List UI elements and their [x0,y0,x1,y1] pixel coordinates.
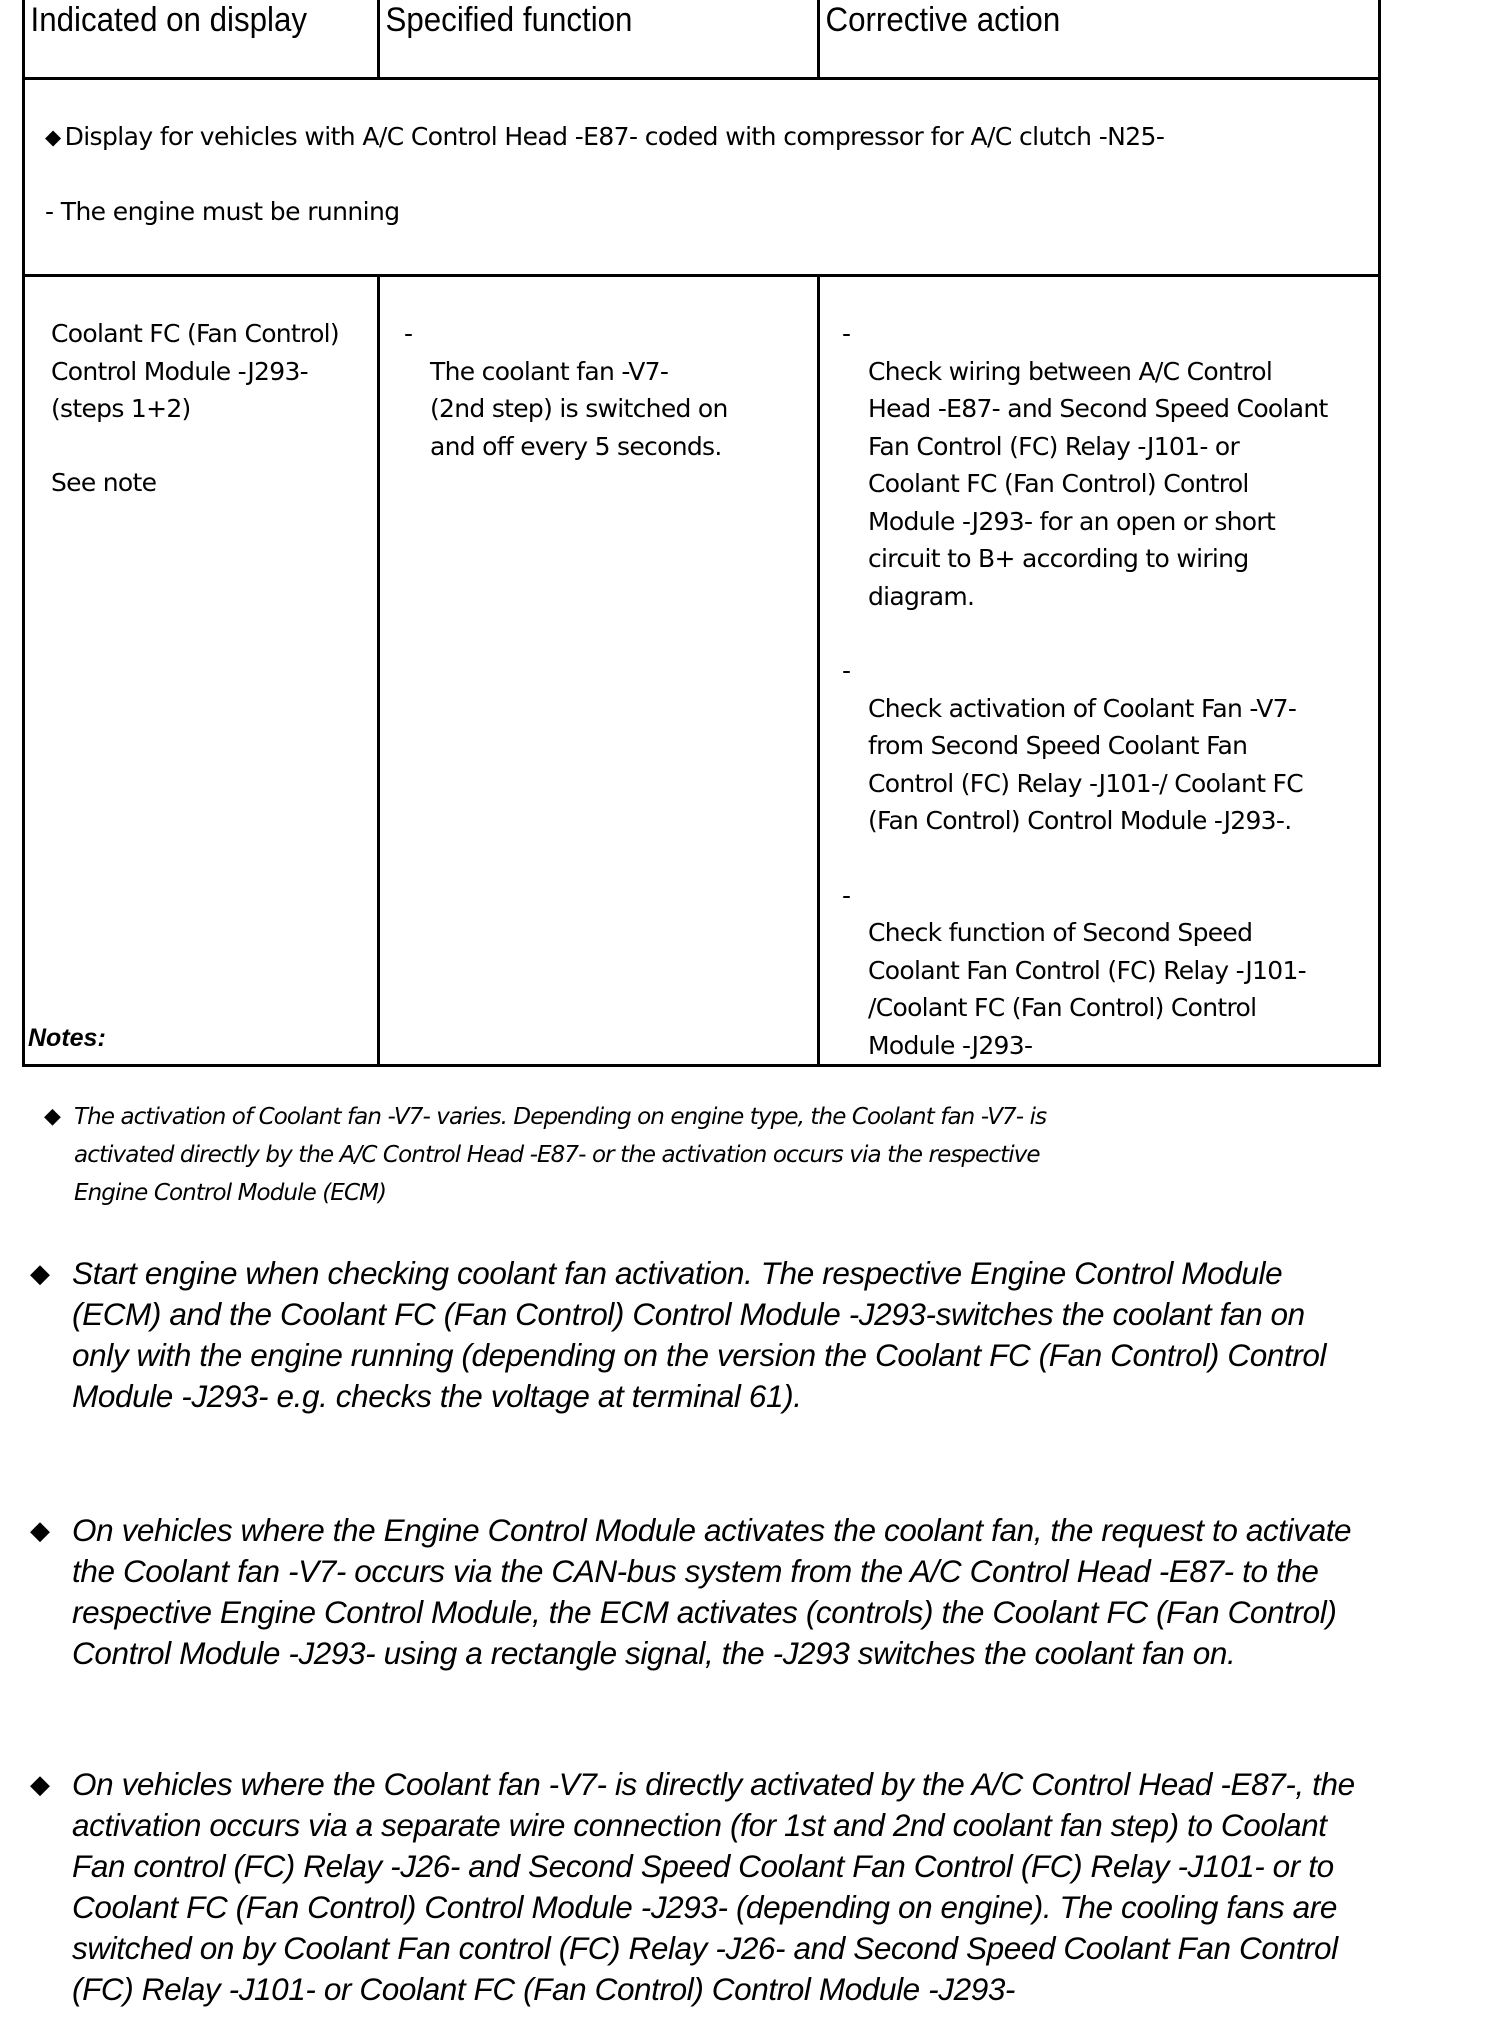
action-text: Check function of Second Speed Coolant Fan Control (FC) Relay -J101- /Coolant FC (Fan Control) Control Module -J293- [868,918,1306,1060]
action-text: Check activation of Coolant Fan -V7- from Second Speed Coolant Fan Control (FC) Relay -J101-/ Coolant FC (Fan Control) Control Module -J293-. [868,693,1303,835]
corrective-action-cell [819,276,1380,1066]
action-item [820,615,1378,840]
dash-marker: - [404,319,413,348]
function-text: The coolant fan -V7- (2nd step) is switched on and off every 5 seconds. [430,356,728,461]
display-value: Coolant FC (Fan Control) Control Module -J293- (steps 1+2) [51,319,339,423]
note-text: On vehicles where the Engine Control Module activates the coolant fan, the request to activate the Coolant fan -V7- occurs via the CAN-bus system from the A/C Control Head -E87- to the respective Engine Control Module, the ECM activates (controls) the Coolant FC (Fan Control) Control Module -J293- using a rectangle signal, the -J293 switches the coolant fan on. [72,1512,1352,1671]
note-text: Start engine when checking coolant fan activation. The respective Engine Control Module (ECM) and the Coolant FC (Fan Control) Control Module -J293-switches the coolant fan on only with the engine running (depending on the version the Coolant FC (Fan Control) Control Module -J293- e.g. checks the voltage at terminal 61). [72,1255,1327,1414]
diamond-bullet-icon: ◆ [30,1769,50,1799]
diamond-bullet-icon: ◆ [45,125,61,149]
note-item [30,1510,1480,1674]
action-item [820,277,1378,615]
condition-cell [24,79,1380,276]
table-header-row [24,0,1380,79]
dash-marker: - [842,319,851,348]
condition-row [24,79,1380,276]
diagnosis-table [22,0,1381,1067]
header-indicated-on-display: Indicated on display [24,0,379,79]
note-item [30,1253,1480,1417]
note-text: The activation of Coolant fan -V7- varies. Depending on engine type, the Coolant fan -V7- is activated directly by the A/C Control Head -E87- or the activation occurs via the respective Engine Control Module (ECM) [74,1104,1047,1206]
notes-heading: Notes: [28,1024,106,1052]
function-cell [379,276,819,1066]
note-item [30,1764,1480,2010]
header-specified-function: Specified function [379,0,819,79]
note-text: On vehicles where the Coolant fan -V7- is directly activated by the A/C Control Head -E87-, the activation occurs via a separate wire connection (for 1st and 2nd coolant fan step) to Coolant Fan control (FC) Relay -J26- and Second Speed Coolant Fan Control (FC) Relay -J101- or to Coolant FC (Fan Control) Control Module -J293- (depending on engine). The cooling fans are switched on by Coolant Fan control (FC) Relay -J26- and Second Speed Coolant Fan Control (FC) Relay -J101- or Coolant FC (Fan Control) Control Module -J293- [72,1766,1355,2007]
display-cell [24,276,379,1066]
condition-line-engine: - The engine must be running [45,197,400,226]
table-row [24,276,1380,1066]
dash-marker: - [842,656,851,685]
diamond-bullet-icon: ◆ [44,1104,61,1129]
see-note-text: See note [51,467,157,497]
note-item-small [44,1098,1224,1212]
diamond-bullet-icon: ◆ [30,1515,50,1545]
action-text: Check wiring between A/C Control Head -E87- and Second Speed Coolant Fan Control (FC) Relay -J101- or Coolant FC (Fan Control) Control Module -J293- for an open or short circuit to B+ according to wiring diagram. [868,356,1328,611]
action-item [820,840,1378,1065]
function-item [380,277,817,465]
header-corrective-action: Corrective action [819,0,1380,79]
condition-line-display [45,122,1378,151]
diamond-bullet-icon: ◆ [30,1258,50,1288]
dash-marker: - [842,880,851,910]
condition-text: Display for vehicles with A/C Control Head -E87- coded with compressor for A/C clutch -N25- [64,122,1165,151]
